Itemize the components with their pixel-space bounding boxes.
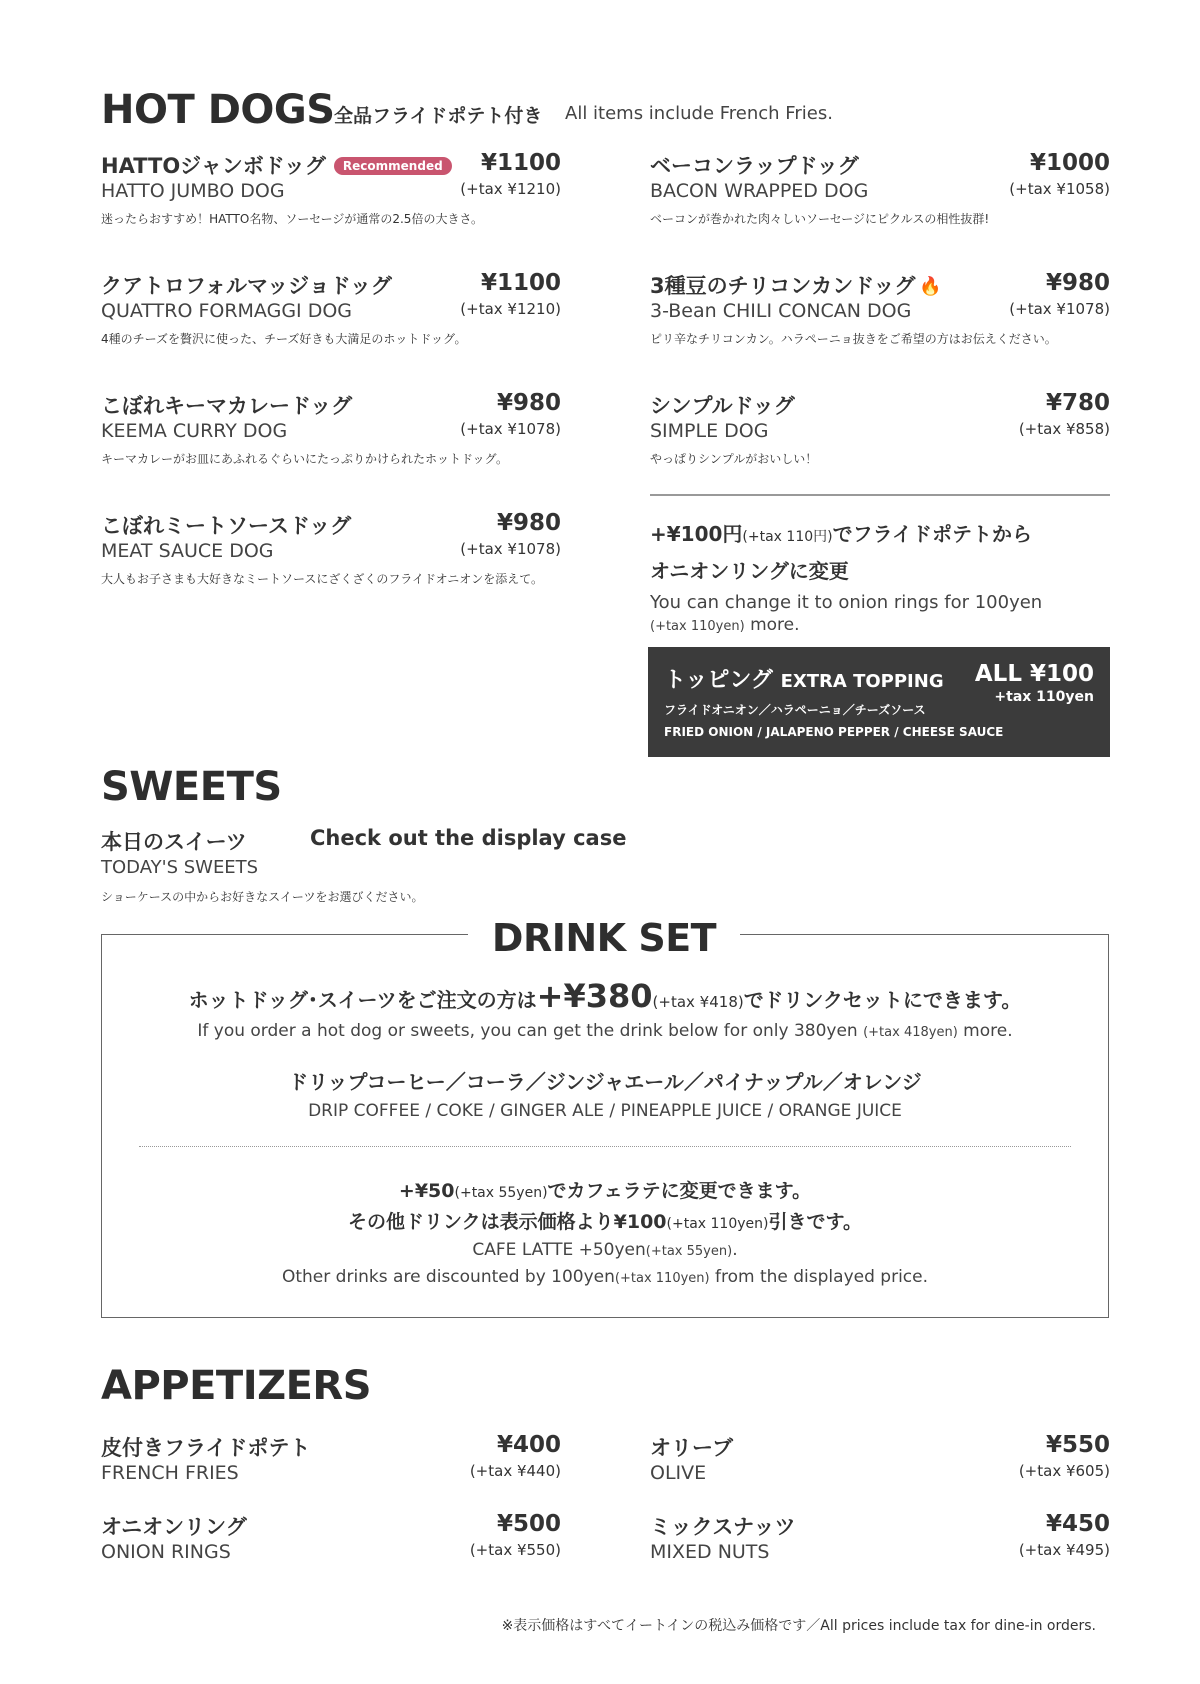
drink-set-line1: ホットドッグ･スイーツをご注文の方は+¥380(+tax ¥418)でドリンクセットにできます。 xyxy=(188,977,1022,1015)
item-price-tax: (+tax ¥1058) xyxy=(1009,180,1110,198)
menu-item xyxy=(650,270,1110,370)
menu-item xyxy=(101,150,561,250)
item-name-jp: ミックスナッツ xyxy=(650,1515,796,1539)
topping-price-tax: +tax 110yen xyxy=(994,689,1094,705)
item-desc: ピリ辛なチリコンカン。ハラペーニョ抜きをご希望の方はお伝えください。 xyxy=(650,332,1057,346)
item-price: ¥1100 xyxy=(480,270,561,296)
item-name-en: MIXED NUTS xyxy=(650,1541,770,1563)
item-name-jp: 3種豆のチリコンカンドッグ 🔥 xyxy=(650,274,942,298)
topping-items-en: FRIED ONION / JALAPENO PEPPER / CHEESE SAUCE xyxy=(664,725,1004,739)
chili-flame-icon: 🔥 xyxy=(919,276,942,297)
menu-item xyxy=(650,150,1110,250)
drinks-list-jp: ドリップコーヒー／コーラ／ジンジャエール／パイナップル／オレンジ xyxy=(288,1070,922,1094)
appetizers-title: APPETIZERS xyxy=(101,1363,372,1409)
item-desc: 迷ったらおすすめ！HATTO名物、ソーセージが通常の2.5倍の大きさ。 xyxy=(101,212,483,226)
sweets-item-en: TODAY'S SWEETS xyxy=(101,857,259,878)
menu-item xyxy=(101,390,561,490)
menu-item xyxy=(650,390,1110,490)
sweets-note: Check out the display case xyxy=(310,826,627,850)
sweets-title: SWEETS xyxy=(101,764,282,810)
sweets-item-jp: 本日のスイーツ xyxy=(101,830,247,854)
item-price-tax: (+tax ¥495) xyxy=(1018,1541,1110,1559)
item-name-en: ONION RINGS xyxy=(101,1541,231,1563)
item-price: ¥500 xyxy=(496,1511,561,1537)
hot-dogs-subtitle-jp: 全品フライドポテト付き xyxy=(334,105,543,127)
item-name-jp: ベーコンラップドッグ xyxy=(650,154,859,178)
item-desc: やっぱりシンプルがおいしい！ xyxy=(650,452,818,466)
item-name-jp: 皮付きフライドポテト xyxy=(101,1436,311,1460)
item-price: ¥980 xyxy=(1045,270,1110,296)
menu-item xyxy=(650,1432,1110,1502)
menu-item xyxy=(650,1511,1110,1581)
item-price-tax: (+tax ¥1078) xyxy=(460,420,561,438)
drink-set-dotted-divider xyxy=(139,1146,1071,1147)
recommended-badge: Recommended xyxy=(334,157,452,175)
item-desc: ベーコンが巻かれた肉々しいソーセージにピクルスの相性抜群! xyxy=(650,212,990,226)
topping-price: ALL ¥100 xyxy=(974,661,1094,687)
other-drinks-line-jp: その他ドリンクは表示価格より¥100(+tax 110yen)引きです。 xyxy=(348,1211,862,1233)
onion-change-jp-line1: +¥100円(+tax 110円)でフライドポテトから xyxy=(650,522,1033,546)
menu-item xyxy=(101,510,561,610)
onion-change-note xyxy=(650,518,1120,635)
item-price: ¥550 xyxy=(1045,1432,1110,1458)
item-price-tax: (+tax ¥1210) xyxy=(460,180,561,198)
item-name-jp: こぼれミートソースドッグ xyxy=(101,514,352,538)
item-price-tax: (+tax ¥858) xyxy=(1018,420,1110,438)
onion-change-en-line1: You can change it to onion rings for 100yen xyxy=(650,592,1043,613)
item-name-jp: HATTOジャンボドッグ Recommended xyxy=(101,150,452,180)
item-desc: 大人もお子さまも大好きなミートソースにざくざくのフライドオニオンを添えて。 xyxy=(101,572,543,586)
item-price-tax: (+tax ¥1210) xyxy=(460,300,561,318)
latte-line-jp: +¥50(+tax 55yen)でカフェラテに変更できます。 xyxy=(398,1180,812,1202)
item-price-tax: (+tax ¥550) xyxy=(469,1541,561,1559)
item-name-en: HATTO JUMBO DOG xyxy=(101,180,285,202)
item-name-en: BACON WRAPPED DOG xyxy=(650,180,869,202)
item-price: ¥400 xyxy=(496,1432,561,1458)
drinks-list-en: DRIP COFFEE / COKE / GINGER ALE / PINEAPPLE JUICE / ORANGE JUICE xyxy=(308,1101,902,1121)
item-price: ¥1000 xyxy=(1029,150,1110,176)
item-name-en: SIMPLE DOG xyxy=(650,420,769,442)
item-desc: キーマカレーがお皿にあふれるぐらいにたっぷりかけられたホットドッグ。 xyxy=(101,452,509,466)
item-name-en: KEEMA CURRY DOG xyxy=(101,420,288,442)
topping-title: トッピング EXTRA TOPPING xyxy=(664,668,944,693)
hot-dogs-subtitle-en: All items include French Fries. xyxy=(565,103,833,124)
menu-item xyxy=(101,270,561,370)
item-price: ¥980 xyxy=(496,390,561,416)
item-price: ¥450 xyxy=(1045,1511,1110,1537)
topping-box xyxy=(648,647,1110,757)
item-name-jp: こぼれキーマカレードッグ xyxy=(101,394,353,418)
menu-item xyxy=(101,1511,561,1581)
item-price: ¥980 xyxy=(496,510,561,536)
other-drinks-line-en: Other drinks are discounted by 100yen(+tax 110yen) from the displayed price. xyxy=(281,1267,928,1287)
item-desc: 4種のチーズを贅沢に使った、チーズ好きも大満足のホットドッグ。 xyxy=(101,332,467,346)
drink-set-line2: If you order a hot dog or sweets, you can get the drink below for only 380yen (+tax 418yen) more. xyxy=(197,1021,1013,1041)
item-price: ¥780 xyxy=(1045,390,1110,416)
onion-change-jp-line2: オニオンリングに変更 xyxy=(650,559,849,583)
item-name-jp: オリーブ xyxy=(650,1436,733,1460)
section-divider xyxy=(650,494,1110,496)
onion-change-en-line2: (+tax 110yen) more. xyxy=(650,615,800,635)
hot-dogs-title: HOT DOGS xyxy=(101,87,335,133)
item-name-en: FRENCH FRIES xyxy=(101,1462,239,1484)
latte-line-en: CAFE LATTE +50yen(+tax 55yen). xyxy=(472,1240,738,1260)
item-price-tax: (+tax ¥605) xyxy=(1018,1462,1110,1480)
sweets-desc: ショーケースの中からお好きなスイーツをお選びください。 xyxy=(101,890,424,904)
menu-item xyxy=(101,1432,561,1502)
item-name-en: QUATTRO FORMAGGI DOG xyxy=(101,300,352,322)
item-name-jp: シンプルドッグ xyxy=(650,394,795,418)
item-price-tax: (+tax ¥1078) xyxy=(1009,300,1110,318)
item-name-en: MEAT SAUCE DOG xyxy=(101,540,274,562)
item-price: ¥1100 xyxy=(480,150,561,176)
drink-set-title: DRINK SET xyxy=(491,916,717,960)
item-name-jp: クアトロフォルマッジョドッグ xyxy=(101,274,392,298)
item-name-en: OLIVE xyxy=(650,1462,707,1484)
item-name-en: 3-Bean CHILI CONCAN DOG xyxy=(650,300,912,322)
item-price-tax: (+tax ¥1078) xyxy=(460,540,561,558)
item-name-jp: オニオンリング xyxy=(101,1515,247,1539)
item-price-tax: (+tax ¥440) xyxy=(469,1462,561,1480)
topping-items-jp: フライドオニオン／ハラペーニョ／チーズソース xyxy=(664,703,926,717)
footer-note: ※表示価格はすべてイートインの税込み価格です／All prices include tax for dine-in orders. xyxy=(501,1618,1096,1634)
